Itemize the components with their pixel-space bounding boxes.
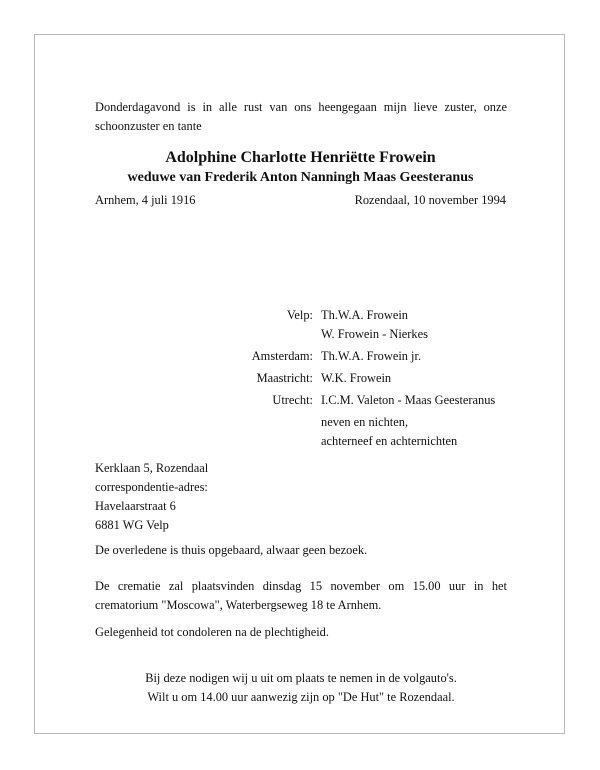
family-place: Amsterdam: xyxy=(251,349,313,363)
address-line: Kerklaan 5, Rozendaal xyxy=(95,461,209,475)
address-block xyxy=(95,459,208,535)
family-name: Th.W.A. Frowein xyxy=(321,308,408,322)
family-name: W. Frowein - Nierkes xyxy=(321,327,428,341)
family-place: Velp: xyxy=(286,308,313,322)
closing-line: Wilt u om 14.00 uur aanwezig zijn op "De Hut" te Rozendaal. xyxy=(147,690,455,704)
address-line: Havelaarstraat 6 xyxy=(95,499,176,513)
widow-of-line: weduwe van Frederik Anton Nanningh Maas Geesteranus xyxy=(127,170,474,185)
condolence-notice: Gelegenheid tot condoleren na de plechtigheid. xyxy=(95,625,329,639)
closing-line: Bij deze nodigen wij u uit om plaats te nemen in de volgauto's. xyxy=(145,671,457,685)
birth-date: Arnhem, 4 juli 1916 xyxy=(95,193,196,207)
family-row-amsterdam xyxy=(185,347,525,366)
closing-text xyxy=(95,669,507,707)
address-line: correspondentie-adres: xyxy=(95,480,208,494)
family-place xyxy=(185,413,321,451)
family-list xyxy=(185,306,525,454)
family-name: achterneef en achternichten xyxy=(321,434,458,448)
home-notice: De overledene is thuis opgebaard, alwaar geen bezoek. xyxy=(95,543,368,557)
family-place: Maastricht: xyxy=(256,371,313,385)
death-date: Rozendaal, 10 november 1994 xyxy=(354,193,506,207)
family-name: neven en nichten, xyxy=(321,415,409,429)
family-name: Th.W.A. Frowein jr. xyxy=(321,349,422,363)
family-place: Utrecht: xyxy=(272,393,313,407)
family-row-maastricht xyxy=(185,369,525,388)
family-name: W.K. Frowein xyxy=(321,371,392,385)
deceased-name: Adolphine Charlotte Henriëtte Frowein xyxy=(165,149,436,166)
address-line: 6881 WG Velp xyxy=(95,518,169,532)
cremation-notice: De crematie zal plaatsvinden dinsdag 15 november om 15.00 uur in het crematorium "Moscowa", Waterbergseweg 18 te Arnhem. xyxy=(95,579,507,612)
family-name: I.C.M. Valeton - Maas Geesteranus xyxy=(321,393,496,407)
mourning-card xyxy=(34,34,565,734)
family-row-velp xyxy=(185,306,525,344)
intro-text: Donderdagavond is in alle rust van ons heengegaan mijn lieve zuster, onze schoonzuster en tante xyxy=(95,100,507,133)
family-row-utrecht xyxy=(185,391,525,410)
family-row-extended xyxy=(185,413,525,451)
